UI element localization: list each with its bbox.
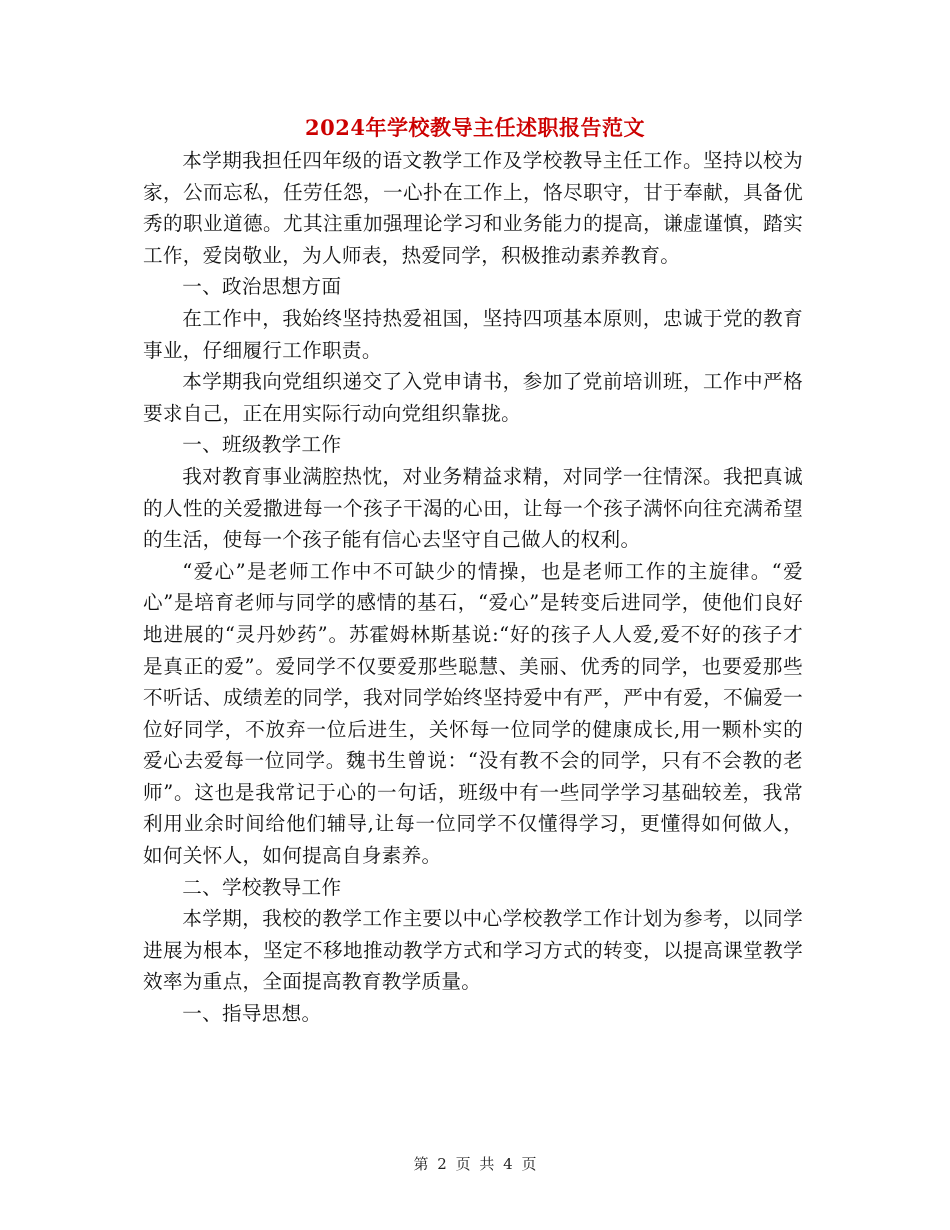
section-heading-school-guidance: 二、学校教导工作 bbox=[182, 875, 342, 899]
paragraph-political-2: 本学期我向党组织递交了入党申请书，参加了党前培训班，工作中严格要求自己，正在用实际行动向党组织靠拢。 bbox=[143, 370, 803, 425]
paragraph-class-teaching-2: “爱心”是老师工作中不可缺少的情操，也是老师工作的主旋律。“爱心”是培育老师与同学的感情的基石，“爱心”是转变后进同学，使他们良好地进展的“灵丹妙药”。苏霍姆林斯基说:“好的孩子人人爱,爱不好的孩子才是真正的爱”。爱同学不仅要爱那些聪慧、美丽、优秀的同学，也要爱那些不听话、成绩差的同学，我对同学始终坚持爱中有严，严中有爱，不偏爱一位好同学，不放弃一位后进生，关怀每一位同学的健康成长,用一颗朴实的爱心去爱每一位同学。魏书生曾说：“没有教不会的同学，只有不会教的老师”。这也是我常记于心的一句话，班级中有一些同学学习基础较差，我常利用业余时间给他们辅导,让每一位同学不仅懂得学习，更懂得如何做人，如何关怀人，如何提高自身素养。 bbox=[143, 559, 803, 868]
paragraph-political-1: 在工作中，我始终坚持热爱祖国，坚持四项基本原则，忠诚于党的教育事业，仔细履行工作职责。 bbox=[143, 306, 803, 362]
paragraph-class-teaching-1: 我对教育事业满腔热忱，对业务精益求精，对同学一往情深。我把真诚的人性的关爱撒进每一个孩子干渴的心田，让每一个孩子满怀向往充满希望的生活，使每一个孩子能有信心去坚守自己做人的权利。 bbox=[143, 464, 803, 552]
section-heading-guiding-ideology: 一、指导思想。 bbox=[182, 1002, 322, 1026]
document-body bbox=[143, 145, 803, 1030]
paragraph-intro: 本学期我担任四年级的语文教学工作及学校教导主任工作。坚持以校为家，公而忘私，任劳任怨，一心扑在工作上，恪尽职守，甘于奉献，具备优秀的职业道德。尤其注重加强理论学习和业务能力的提高，谦虚谨慎，踏实工作，爱岗敬业，为人师表，热爱同学，积极推动素养教育。 bbox=[143, 149, 803, 267]
section-heading-political: 一、政治思想方面 bbox=[182, 275, 342, 299]
section-heading-class-teaching: 一、班级教学工作 bbox=[182, 433, 342, 457]
document-title: 2024年学校教导主任述职报告范文 bbox=[305, 115, 645, 140]
page-footer: 第 2 页 共 4 页 bbox=[413, 1155, 537, 1173]
paragraph-school-guidance: 本学期，我校的教学工作主要以中心学校教学工作计划为参考，以同学进展为根本，坚定不移地推动教学方式和学习方式的转变，以提高课堂教学效率为重点，全面提高教育教学质量。 bbox=[143, 907, 803, 994]
